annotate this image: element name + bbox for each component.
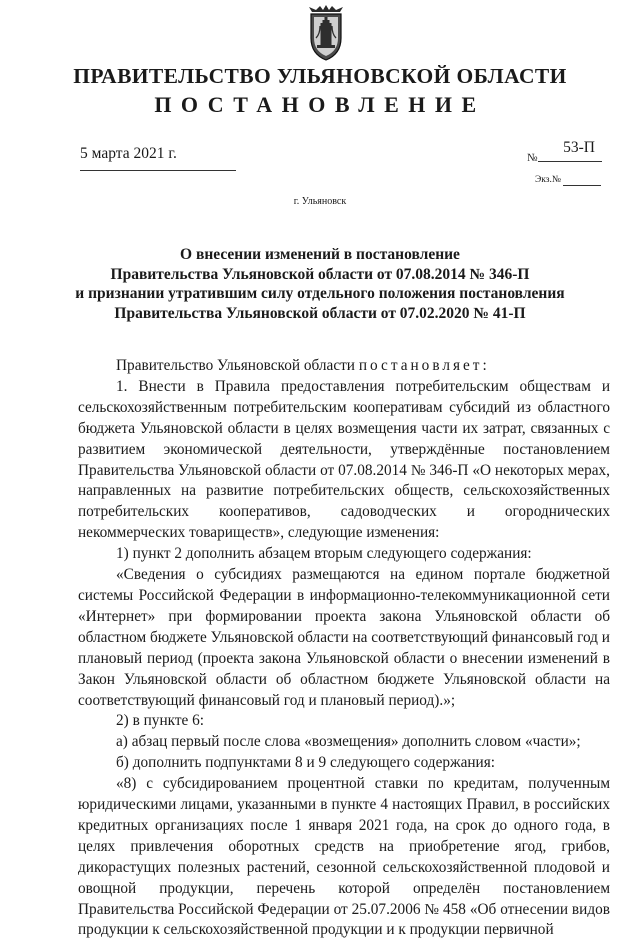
document-type: ПОСТАНОВЛЕНИЕ — [154, 92, 486, 117]
government-title: ПРАВИТЕЛЬСТВО УЛЬЯНОВСКОЙ ОБЛАСТИ — [73, 64, 567, 88]
document-subject — [40, 245, 600, 323]
number-sign: № — [527, 152, 538, 164]
subject-line: Правительства Ульяновской области от 07.02.2020 № 41-П — [114, 304, 526, 322]
subject-line: и признании утратившим силу отдельного положения постановления — [75, 285, 565, 302]
document-date: 5 марта 2021 г. — [80, 145, 177, 162]
paragraph-2: 1) пункт 2 дополнить абзацем вторым следующего содержания: — [116, 545, 532, 563]
document-number: 53-П — [563, 139, 595, 156]
paragraph-4: 2) в пункте 6: — [116, 712, 205, 730]
number-underline — [538, 161, 602, 162]
subject-line: О внесении изменений в постановление — [180, 246, 460, 263]
paragraph-3: «Сведения о субсидиях размещаются на едином портале бюджетной системы Российской Федерации в информационно-телекоммуникационной сети «Интернет» при формировании проекта закона Ульяновской области об областном бюджете Ульяновской области на соответствующий финансовый год и плановый период (проекта закона Ульяновской области о внесении изменений в Закон Ульяновской области об областном бюджете Ульяновской области на соответствующий финансовый год и плановый период).»; — [78, 566, 610, 709]
subject-line: Правительства Ульяновской области от 07.08.2014 № 346-П — [110, 265, 530, 283]
intro-verb: постановляет: — [358, 357, 490, 374]
date-underline — [80, 170, 236, 171]
copy-number-underline — [563, 185, 601, 186]
intro-paragraph — [78, 356, 610, 377]
paragraph-1: 1. Внести в Правила предоставления потребительским обществам и сельскохозяйственным потребительским кооперативам субсидий из областного бюджета Ульяновской области в целях возмещения части их затрат, связанных с развитием экономической деятельности, утверждённые постановлением Правительства Ульяновской области от 07.08.2014 № 346-П «О некоторых мерах, направленных на развитие потребительских обществ, сельскохозяйственных потребительских кооперативов, садоводческих и огороднических некоммерческих товариществ», следующие изменения: — [78, 377, 610, 542]
city: г. Ульяновск — [293, 196, 347, 207]
document-body — [78, 356, 610, 941]
intro-text: Правительство Ульяновской области — [116, 357, 355, 374]
coat-of-arms-icon — [306, 4, 346, 62]
paragraph-6: б) дополнить подпунктами 8 и 9 следующего содержания: — [116, 754, 496, 772]
paragraph-5: а) абзац первый после слова «возмещения» дополнить словом «части»; — [116, 733, 581, 751]
copy-number-label: Экз.№ — [535, 175, 561, 185]
paragraph-7: «8) с субсидированием процентной ставки по кредитам, полученным юридическими лицами, указанными в пункте 4 настоящих Правил, в российских кредитных организациях после 1 января 2021 года, на срок до одного года, в целях привлечения оборотных средств на приобретение ягод, грибов, дикорастущих полезных растений, сезонной сельскохозяйственной плодовой и овощной продукции, перечень которой определён постановлением Правительства Российской Федерации от 25.07.2006 № 458 «Об отнесении видов продукции к сельскохозяйственной продукции и к продукции первичной — [78, 775, 610, 939]
